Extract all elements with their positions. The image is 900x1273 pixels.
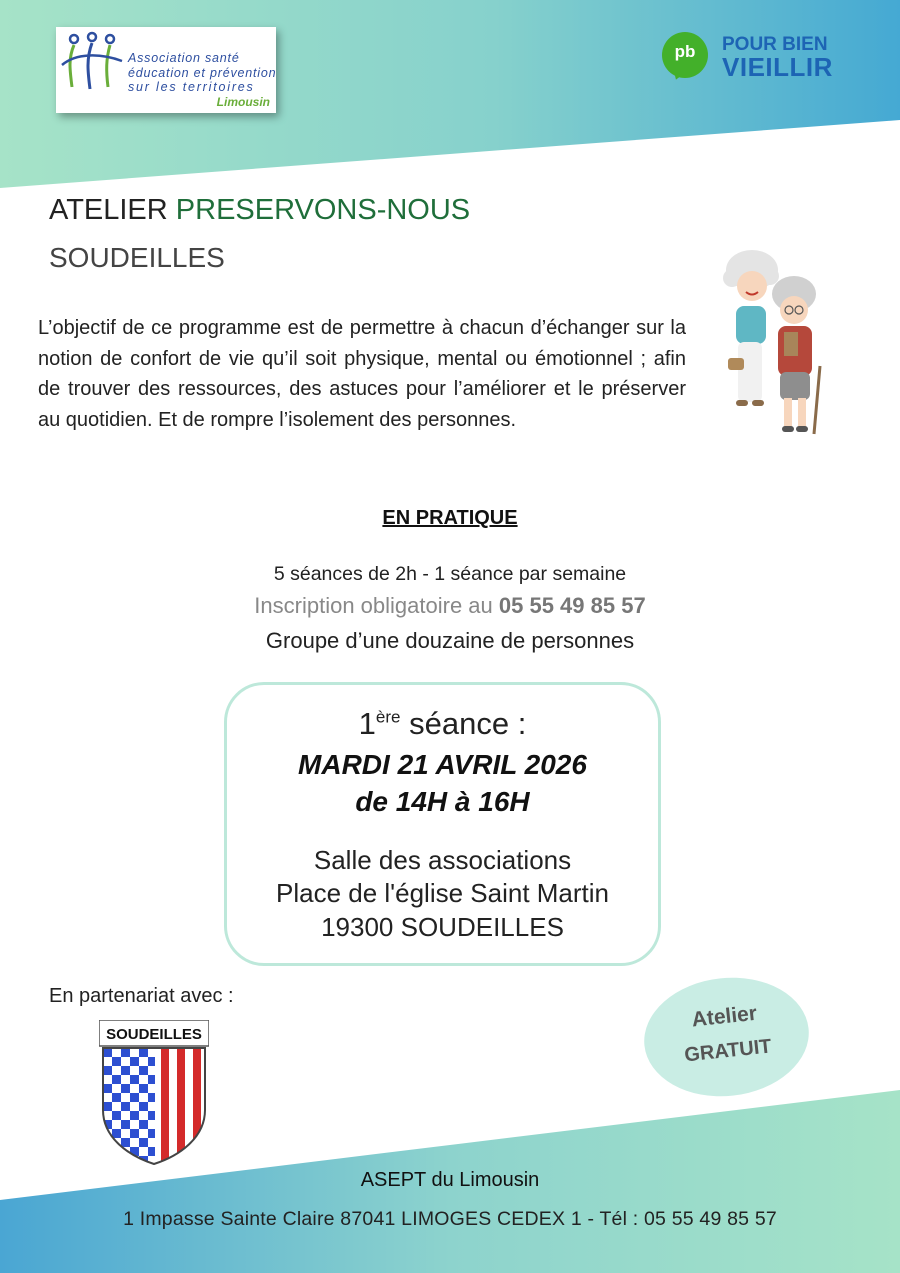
practical-heading: EN PRATIQUE xyxy=(382,507,518,529)
logo-line2: éducation et prévention xyxy=(128,66,277,80)
pbv-line2: VIEILLIR xyxy=(722,52,833,82)
registration-phone: 05 55 49 85 57 xyxy=(498,593,646,618)
pbv-bubble-icon: pb xyxy=(662,32,708,78)
session-street: Place de l'église Saint Martin xyxy=(275,878,610,908)
badge-line2: GRATUIT xyxy=(683,1035,773,1067)
session-date: MARDI 21 AVRIL 2026 xyxy=(298,749,587,780)
crest-text: SOUDEILLES xyxy=(106,1026,202,1043)
town-subtitle: SOUDEILLES xyxy=(49,242,225,273)
session-ordinal-suffix: ère xyxy=(375,707,401,727)
pour-bien-vieillir-logo xyxy=(662,32,862,92)
pbv-line1: POUR BIEN xyxy=(722,34,828,55)
intro-paragraph: L’objectif de ce programme est de permettre à chacun d’échanger sur la notion de confort de vie qu’il soit physique, mental ou émotionnel ; afin de trouver des ressources, des astuces pour l’améliorer et le préserver au quotidien. Et de rompre l’isolement des personnes. xyxy=(38,317,686,431)
page-title xyxy=(49,194,470,227)
sessions-info: 5 séances de 2h - 1 séance par semaine xyxy=(273,563,627,585)
partner-label: En partenariat avec : xyxy=(49,985,234,1007)
logo-line1: Association santé xyxy=(128,51,240,65)
logo-region: Limousin xyxy=(216,95,270,109)
footer-organisation: ASEPT du Limousin xyxy=(360,1169,540,1191)
people-logo-icon xyxy=(60,31,126,97)
session-city: 19300 SOUDEILLES xyxy=(321,912,564,942)
session-ordinal: 1 xyxy=(358,706,376,741)
session-time: de 14H à 16H xyxy=(355,786,530,817)
badge-line1: Atelier xyxy=(690,1001,759,1032)
registration-label: Inscription obligatoire au xyxy=(254,593,499,618)
footer-address: 1 Impasse Sainte Claire 87041 LIMOGES CEDEX 1 - Tél : 05 55 49 85 57 xyxy=(123,1208,777,1230)
title-prefix: ATELIER xyxy=(49,194,176,226)
registration-info xyxy=(0,593,900,619)
asept-logo xyxy=(56,27,276,113)
session-label: séance : xyxy=(400,706,527,741)
elderly-couple-illustration xyxy=(712,248,832,443)
soudeilles-crest-icon xyxy=(99,1020,209,1166)
session-title xyxy=(224,706,661,742)
title-highlight: PRESERVONS-NOUS xyxy=(175,194,471,226)
group-info: Groupe d’une douzaine de personnes xyxy=(265,628,635,653)
session-venue: Salle des associations xyxy=(313,845,572,875)
logo-line3: sur les territoires xyxy=(128,80,255,94)
